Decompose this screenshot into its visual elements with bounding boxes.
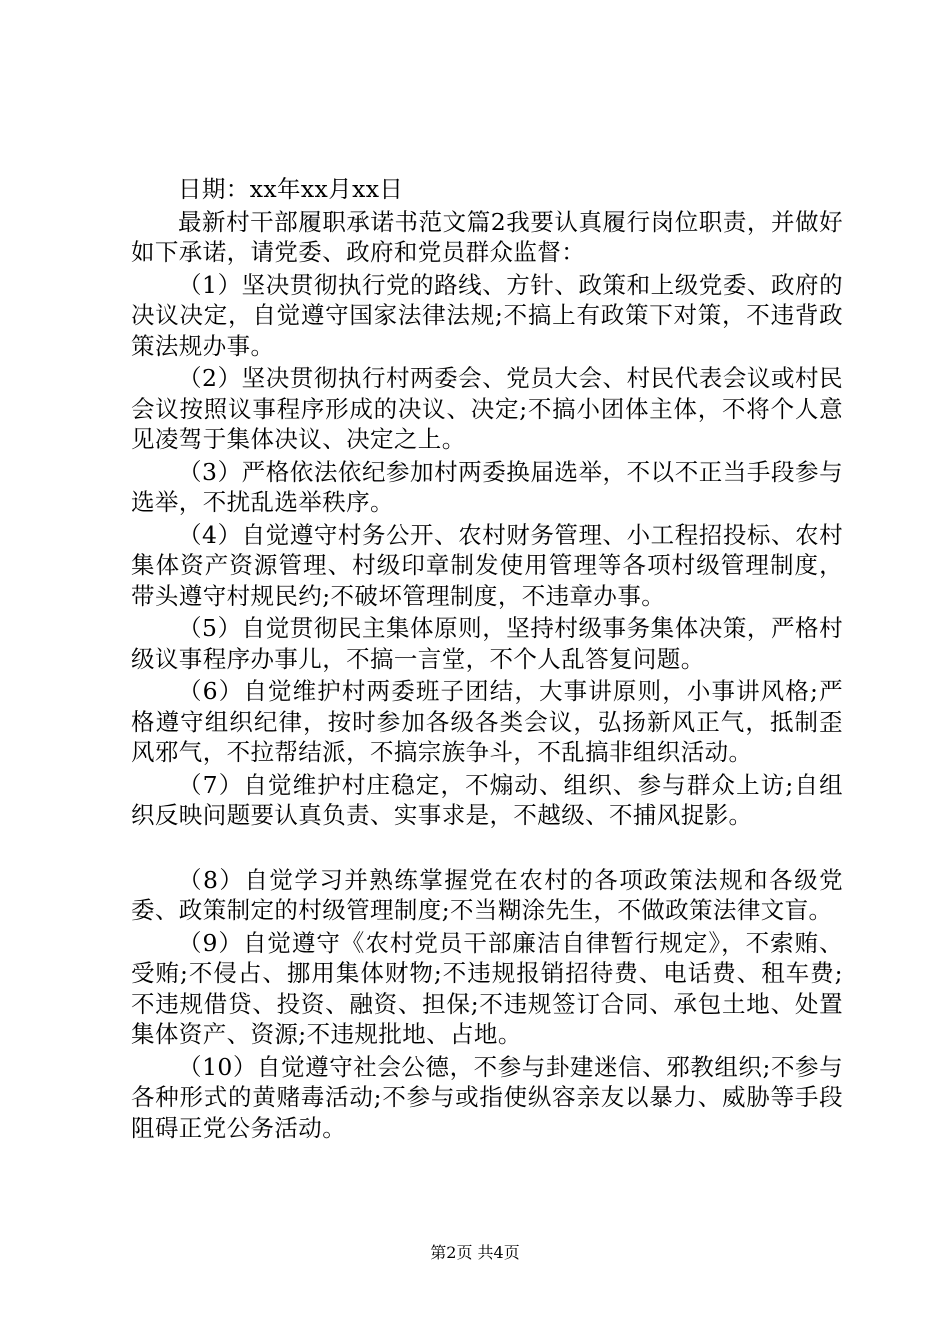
page-footer xyxy=(0,1243,950,1263)
commitment-item-6: （6）自觉维护村两委班子团结，大事讲原则，小事讲风格;严格遵守组织纪律，按时参加各级各类会议，弘扬新风正气，抵制歪风邪气，不拉帮结派，不搞宗族争斗，不乱搞非组织活动。 xyxy=(131,677,843,766)
commitment-item-1: （1）坚决贯彻执行党的路线、方针、政策和上级党委、政府的决议决定，自觉遵守国家法律法规;不搞上有政策下对策，不违背政策法规办事。 xyxy=(131,270,843,360)
commitment-item-2: （2）坚决贯彻执行村两委会、党员大会、村民代表会议或村民会议按照议事程序形成的决议、决定;不搞小团体主体，不将个人意见凌驾于集体决议、决定之上。 xyxy=(131,364,843,453)
document-body xyxy=(131,174,843,1145)
commitment-item-4: （4）自觉遵守村务公开、农村财务管理、小工程招投标、农村集体资产资源管理、村级印章制发使用管理等各项村级管理制度，带头遵守村规民约;不破坏管理制度，不违章办事。 xyxy=(131,520,843,610)
intro-paragraph: 最新村干部履职承诺书范文篇2我要认真履行岗位职责，并做好如下承诺，请党委、政府和党员群众监督： xyxy=(131,207,843,266)
page-number: 第2页 共4页 xyxy=(430,1243,520,1262)
commitment-item-3: （3）严格依法依纪参加村两委换届选举，不以不正当手段参与选举，不扰乱选举秩序。 xyxy=(131,457,843,516)
commitment-item-8: （8）自觉学习并熟练掌握党在农村的各项政策法规和各级党委、政策制定的村级管理制度;不当糊涂先生，不做政策法律文盲。 xyxy=(131,865,843,924)
commitment-item-5: （5）自觉贯彻民主集体原则，坚持村级事务集体决策，严格村级议事程序办事儿，不搞一言堂，不个人乱答复问题。 xyxy=(131,614,843,673)
date-line: 日期：xx年xx月xx日 xyxy=(178,175,404,203)
commitment-item-7: （7）自觉维护村庄稳定，不煽动、组织、参与群众上访;自组织反映问题要认真负责、实事求是，不越级、不捕风捉影。 xyxy=(131,770,843,829)
commitment-item-10: （10）自觉遵守社会公德，不参与卦建迷信、邪教组织;不参与各种形式的黄赌毒活动;不参与或指使纵容亲友以暴力、威胁等手段阻碍正党公务活动。 xyxy=(131,1052,843,1142)
commitment-item-9: （9）自觉遵守《农村党员干部廉洁自律暂行规定》，不索贿、受贿;不侵占、挪用集体财物;不违规报销招待费、电话费、租车费;不违规借贷、投资、融资、担保;不违规签订合同、承包土地、处置集体资产、资源;不违规批地、占地。 xyxy=(131,928,843,1048)
